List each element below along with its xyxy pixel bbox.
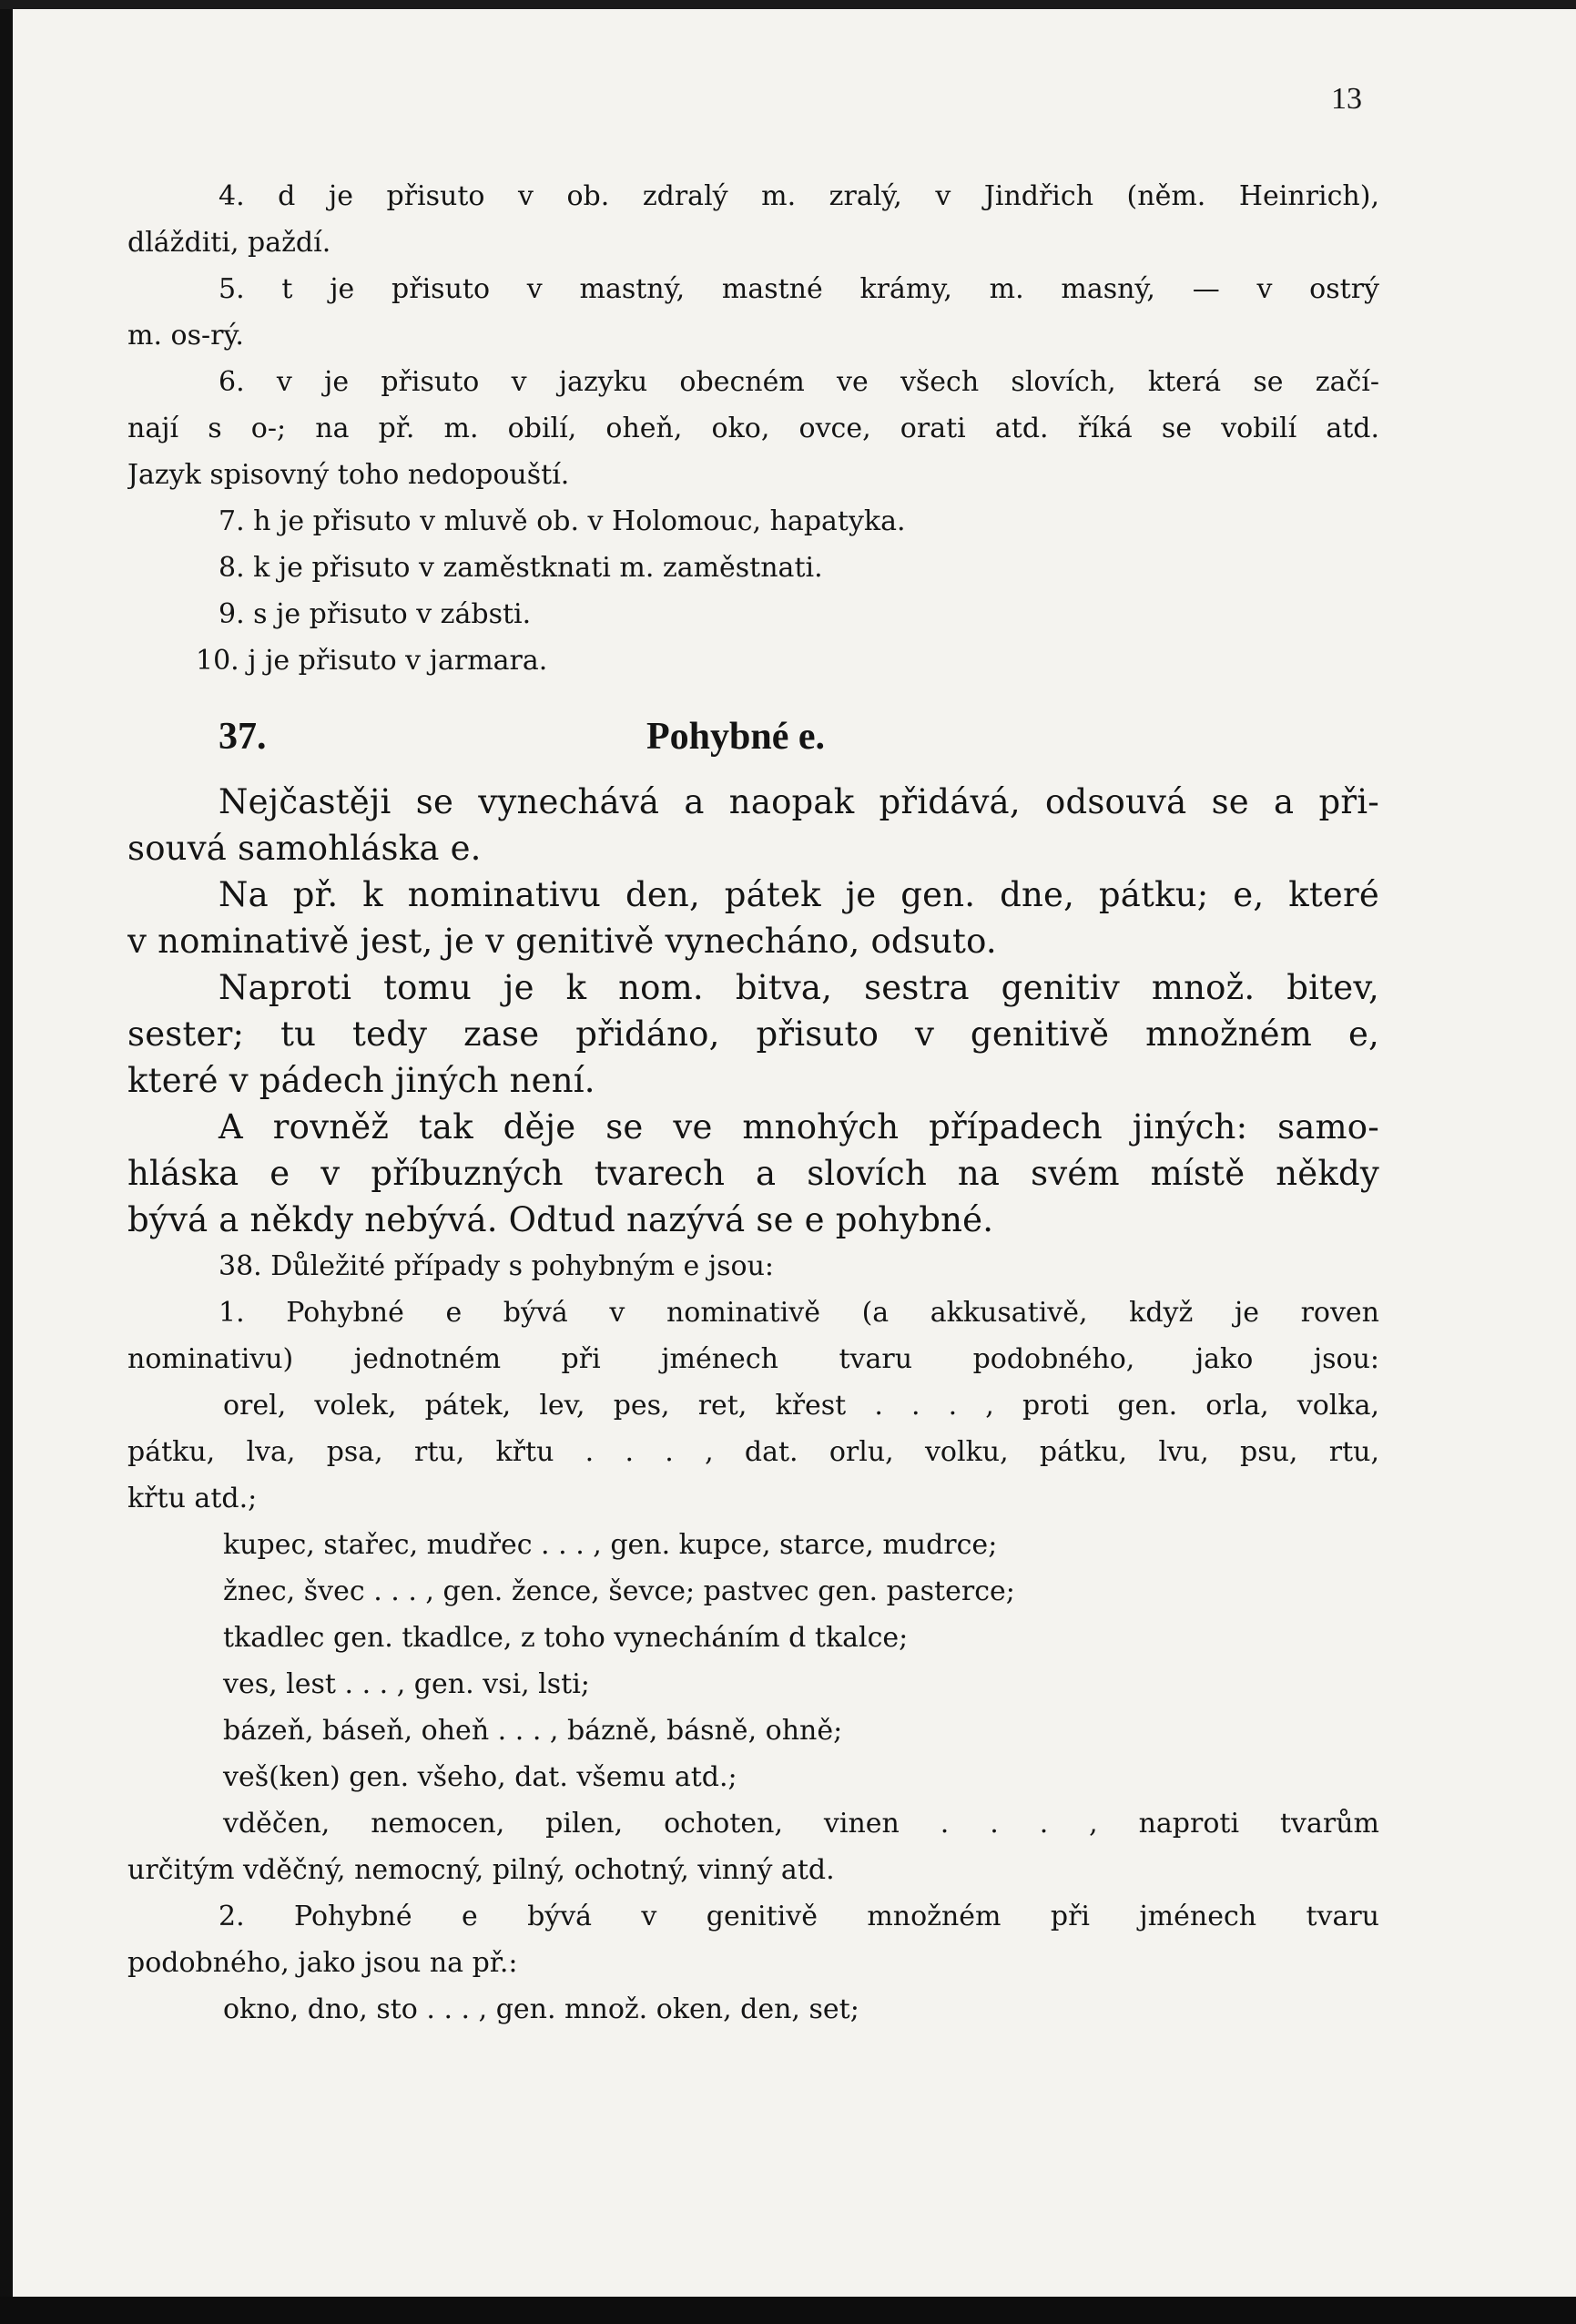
text-line: hláska e v příbuzných tvarech a slovích na svém místě někdy <box>127 1154 1379 1193</box>
text-line: bývá a někdy nebývá. Odtud nazývá se e pohybné. <box>127 1200 994 1239</box>
section-heading <box>127 704 1379 770</box>
page-number: 13 <box>1331 82 1362 116</box>
text-line: nají s o-; na př. m. obilí, oheň, oko, ovce, orati atd. říká se vobilí atd. <box>127 413 1379 444</box>
text-line: 10. j je přisuto v jarmara. <box>196 645 548 677</box>
text-line: Nejčastěji se vynechává a naopak přidává, odsouvá se a při- <box>219 782 1379 821</box>
text-line: 1. Pohybné e bývá v nominativě (a akkusativě, když je roven <box>219 1297 1379 1329</box>
text-line: 38. Důležité případy s pohybným e jsou: <box>219 1250 775 1282</box>
text-line: 6. v je přisuto v jazyku obecném ve všech slovích, která se začí- <box>219 366 1379 398</box>
text-line: souvá samohláska e. <box>127 829 482 868</box>
text-line: 9. s je přisuto v zábsti. <box>219 598 532 630</box>
scan-top-edge <box>0 0 1576 9</box>
text-line: bázeň, báseň, oheň . . . , bázně, básně, ohně; <box>223 1715 843 1747</box>
text-line: Jazyk spisovný toho nedopouští. <box>127 459 570 491</box>
text-line: 2. Pohybné e bývá v genitivě množném při jménech tvaru <box>219 1901 1379 1932</box>
text-line: m. os-rý. <box>127 320 244 352</box>
text-line: tkadlec gen. tkadlce, z toho vynecháním d tkalce; <box>223 1622 909 1654</box>
text-line: křtu atd.; <box>127 1483 258 1514</box>
text-line: 4. d je přisuto v ob. zdralý m. zralý, v Jindřich (něm. Heinrich), <box>219 180 1379 212</box>
text-line: A rovněž tak děje se ve mnohých případech jiných: samo- <box>219 1107 1379 1147</box>
section-number: 37. <box>219 716 267 758</box>
scan-bottom-edge <box>0 2297 1576 2324</box>
text-line: dlážditi, paždí. <box>127 227 331 259</box>
page-body <box>127 173 1379 2033</box>
text-line: 5. t je přisuto v mastný, mastné krámy, m. masný, — v ostrý <box>219 273 1379 305</box>
text-line: okno, dno, sto . . . , gen. množ. oken, den, set; <box>223 1993 859 2025</box>
text-line: 8. k je přisuto v zaměstknati m. zaměstnati. <box>219 552 823 584</box>
text-line: Na př. k nominativu den, pátek je gen. dne, pátku; e, které <box>219 875 1379 914</box>
text-line: ves, lest . . . , gen. vsi, lsti; <box>223 1668 590 1700</box>
text-line: kupec, stařec, mudřec . . . , gen. kupce, starce, mudrce; <box>223 1529 998 1561</box>
text-line: určitým vděčný, nemocný, pilný, ochotný, vinný atd. <box>127 1854 835 1886</box>
text-line: podobného, jako jsou na př.: <box>127 1947 518 1979</box>
text-line: které v pádech jiných není. <box>127 1061 595 1100</box>
text-line: vděčen, nemocen, pilen, ochoten, vinen . . . , naproti tvarům <box>223 1808 1379 1840</box>
section-title: Pohybné e. <box>646 716 826 758</box>
text-line: nominativu) jednotném při jménech tvaru podobného, jako jsou: <box>127 1343 1379 1375</box>
scan-left-edge <box>0 0 13 2324</box>
text-line: pátku, lva, psa, rtu, křtu . . . , dat. orlu, volku, pátku, lvu, psu, rtu, <box>127 1436 1379 1468</box>
text-line: v nominativě jest, je v genitivě vynecháno, odsuto. <box>127 922 997 961</box>
text-line: sester; tu tedy zase přidáno, přisuto v genitivě množném e, <box>127 1014 1379 1054</box>
text-line: veš(ken) gen. všeho, dat. všemu atd.; <box>223 1761 737 1793</box>
text-line: 7. h je přisuto v mluvě ob. v Holomouc, hapatyka. <box>219 505 906 537</box>
text-line: Naproti tomu je k nom. bitva, sestra genitiv množ. bitev, <box>219 968 1379 1007</box>
text-line: žnec, švec . . . , gen. žence, ševce; pastvec gen. pasterce; <box>223 1575 1015 1607</box>
text-line: orel, volek, pátek, lev, pes, ret, křest . . . , proti gen. orla, volka, <box>223 1390 1379 1422</box>
